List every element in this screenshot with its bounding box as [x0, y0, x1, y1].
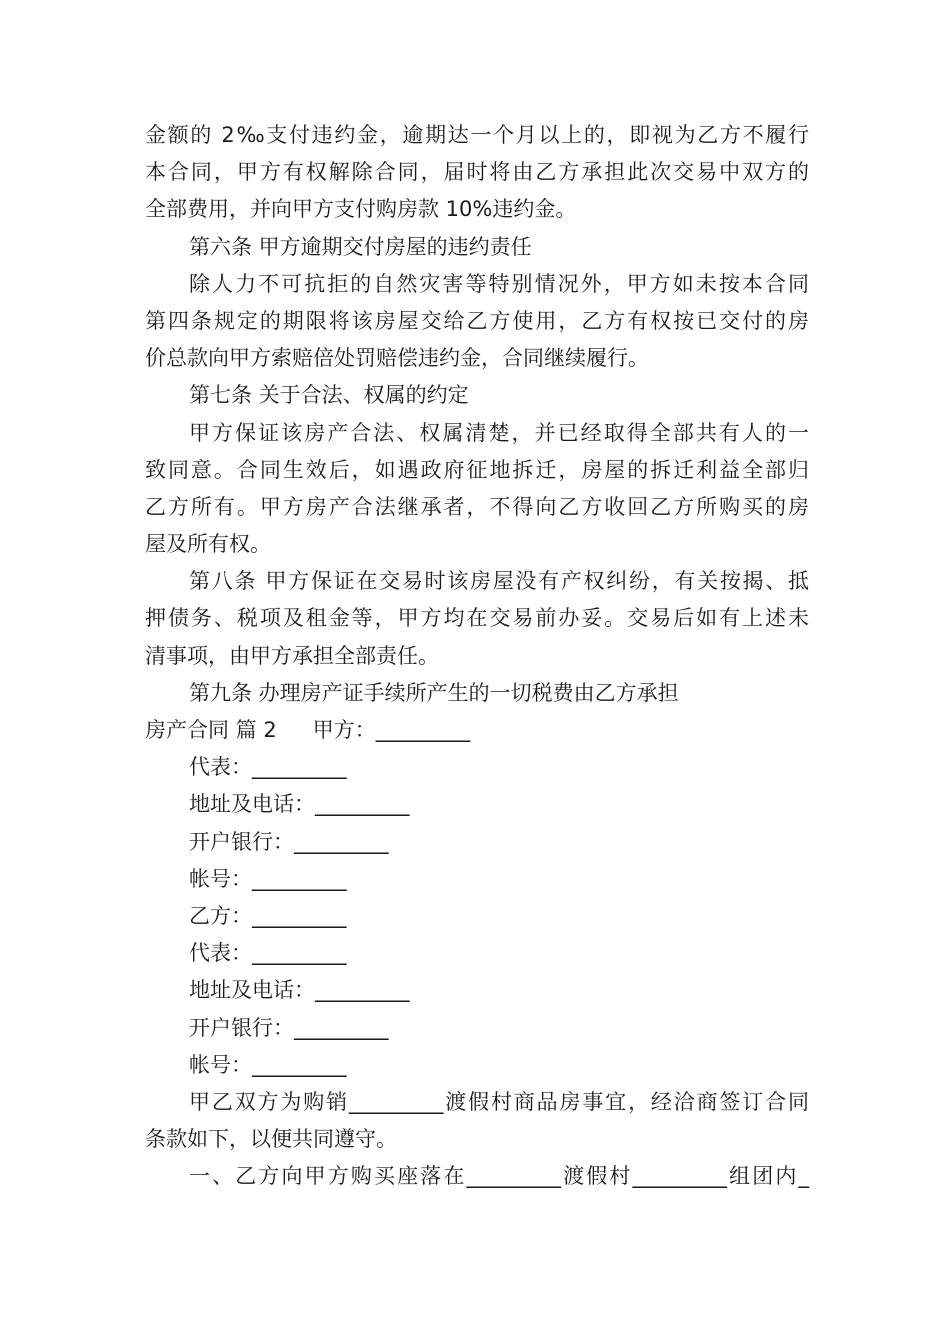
party-b-representative: 代表：_________ [189, 941, 347, 966]
paragraph-line: 屋及所有权。 [145, 532, 271, 557]
party-b-field: 乙方：_________ [189, 903, 347, 928]
paragraph-line: 甲方保证该房产合法、权属清楚，并已经取得全部共有人的一 [189, 420, 809, 445]
article-heading-8: 第八条 甲方保证在交易时该房屋没有产权纠纷，有关按揭、抵 [189, 569, 809, 594]
party-a-field: 甲方：_________ [312, 718, 471, 742]
article-heading-7: 第七条 关于合法、权属的约定 [189, 383, 469, 408]
paragraph-line: 全部费用，并向甲方支付购房款 10%违约金。 [145, 197, 577, 222]
paragraph-line: 本合同，甲方有权解除合同，届时将由乙方承担此次交易中双方的 [145, 160, 809, 185]
party-a-address-phone: 地址及电话：_________ [189, 792, 410, 817]
article-heading-6: 第六条 甲方逾期交付房屋的违约责任 [189, 234, 532, 259]
paragraph-line: 第四条规定的期限将该房屋交给乙方使用，乙方有权按已交付的房 [145, 308, 809, 333]
party-a-bank: 开户银行：_________ [189, 829, 389, 854]
document-body [145, 117, 809, 1195]
paragraph-line: 条款如下，以便共同遵守。 [145, 1127, 397, 1152]
contract-title: 房产合同 篇 2 [145, 718, 277, 742]
paragraph-line: 金额的 2‰支付违约金，逾期达一个月以上的，即视为乙方不履行 [145, 123, 809, 147]
clause-one: 一、乙方向甲方购买座落在_________渡假村_________组团内_ [189, 1164, 809, 1189]
paragraph-line: 甲乙双方为购销_________渡假村商品房事宜，经洽商签订合同 [189, 1089, 809, 1114]
party-b-bank: 开户银行：_________ [189, 1015, 389, 1040]
paragraph-line: 除人力不可抗拒的自然灾害等特别情况外，甲方如未按本合同 [189, 271, 809, 296]
paragraph-line: 乙方所有。甲方房产合法继承者，不得向乙方收回乙方所购买的房 [145, 494, 809, 519]
contract-title-line [145, 712, 809, 749]
party-b-address-phone: 地址及电话：_________ [189, 978, 410, 1003]
party-a-account: 帐号：_________ [189, 866, 347, 891]
paragraph-line: 清事项，由甲方承担全部责任。 [145, 643, 439, 668]
paragraph-line: 价总款向甲方索赔倍处罚赔偿违约金，合同继续履行。 [145, 346, 649, 371]
paragraph-line: 致同意。合同生效后，如遇政府征地拆迁，房屋的拆迁利益全部归 [145, 457, 809, 482]
party-b-account: 帐号：_________ [189, 1052, 347, 1077]
party-a-representative: 代表：_________ [189, 755, 347, 780]
article-heading-9: 第九条 办理房产证手续所产生的一切税费由乙方承担 [189, 680, 679, 705]
paragraph-line: 押债务、税项及租金等，甲方均在交易前办妥。交易后如有上述未 [145, 606, 809, 631]
